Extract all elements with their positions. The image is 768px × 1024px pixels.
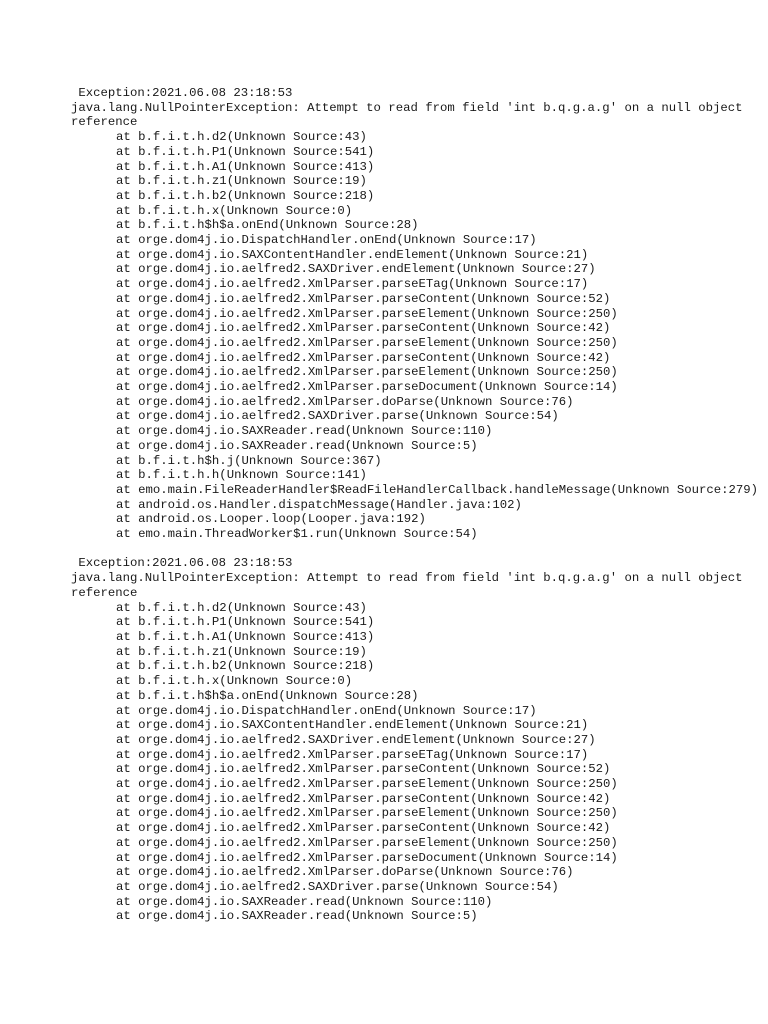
stack-frame: at orge.dom4j.io.DispatchHandler.onEnd(Unknown Source:17) [116,703,537,718]
stack-frame: at orge.dom4j.io.aelfred2.XmlParser.parseContent(Unknown Source:42) [116,321,611,336]
stack-frame: at android.os.Looper.loop(Looper.java:192) [116,512,426,527]
stack-frame: at orge.dom4j.io.SAXReader.read(Unknown Source:110) [116,424,493,439]
stack-frame: at orge.dom4j.io.aelfred2.SAXDriver.parse(Unknown Source:54) [116,879,559,894]
stack-frame: at orge.dom4j.io.aelfred2.XmlParser.parseETag(Unknown Source:17) [116,747,589,762]
stack-frame: at b.f.i.t.h.b2(Unknown Source:218) [116,659,375,674]
stack-frame: at orge.dom4j.io.aelfred2.XmlParser.doParse(Unknown Source:76) [116,394,574,409]
stack-frame: at orge.dom4j.io.aelfred2.XmlParser.parseDocument(Unknown Source:14) [116,380,618,395]
stack-frame: at orge.dom4j.io.aelfred2.XmlParser.parseDocument(Unknown Source:14) [116,850,618,865]
stack-frame: at b.f.i.t.h.x(Unknown Source:0) [116,203,353,218]
stack-frame: at orge.dom4j.io.aelfred2.XmlParser.parseContent(Unknown Source:42) [116,791,611,806]
stack-frame: at orge.dom4j.io.aelfred2.XmlParser.parseContent(Unknown Source:52) [116,762,611,777]
stack-frame: at orge.dom4j.io.aelfred2.XmlParser.parseElement(Unknown Source:250) [116,835,618,850]
stack-frame: at orge.dom4j.io.SAXReader.read(Unknown Source:5) [116,909,478,924]
stack-frame: at orge.dom4j.io.aelfred2.XmlParser.parseContent(Unknown Source:42) [116,350,611,365]
stack-frame: at b.f.i.t.h$h$a.onEnd(Unknown Source:28) [116,688,419,703]
stack-frame: at orge.dom4j.io.aelfred2.XmlParser.parseContent(Unknown Source:42) [116,821,611,836]
stack-frame: at orge.dom4j.io.aelfred2.XmlParser.parseElement(Unknown Source:250) [116,777,618,792]
stack-frame: at emo.main.FileReaderHandler$ReadFileHandlerCallback.handleMessage(Unknown Source:279) [116,482,759,497]
exception-timestamp: Exception:2021.06.08 23:18:53 [71,86,293,100]
stack-frame: at b.f.i.t.h.x(Unknown Source:0) [116,674,353,689]
stack-frame: at orge.dom4j.io.SAXContentHandler.endElement(Unknown Source:21) [116,718,589,733]
stack-frame: at emo.main.ThreadWorker$1.run(Unknown Source:54) [116,527,478,542]
stack-frame: at orge.dom4j.io.DispatchHandler.onEnd(Unknown Source:17) [116,233,537,248]
stack-frame: at b.f.i.t.h.A1(Unknown Source:413) [116,159,375,174]
stack-frame: at b.f.i.t.h.z1(Unknown Source:19) [116,644,367,659]
stack-frame: at b.f.i.t.h$h.j(Unknown Source:367) [116,453,382,468]
stack-frame: at b.f.i.t.h.d2(Unknown Source:43) [116,600,367,615]
stack-frame: at b.f.i.t.h.P1(Unknown Source:541) [116,615,375,630]
stack-frame: at orge.dom4j.io.SAXReader.read(Unknown Source:110) [116,894,493,909]
stack-frame: at orge.dom4j.io.aelfred2.XmlParser.parseElement(Unknown Source:250) [116,306,618,321]
stack-frame: at orge.dom4j.io.SAXContentHandler.endElement(Unknown Source:21) [116,247,589,262]
stack-frame: at orge.dom4j.io.aelfred2.SAXDriver.parse(Unknown Source:54) [116,409,559,424]
exception-message: java.lang.NullPointerException: Attempt to read from field 'int b.q.g.a.g' on a null object reference [71,100,750,130]
exception-block [71,556,761,924]
exception-message: java.lang.NullPointerException: Attempt to read from field 'int b.q.g.a.g' on a null object reference [71,571,750,600]
exception-log [71,86,761,939]
stack-frame: at b.f.i.t.h.P1(Unknown Source:541) [116,144,375,159]
stack-frame: at b.f.i.t.h.A1(Unknown Source:413) [116,630,375,644]
stack-frame: at orge.dom4j.io.aelfred2.SAXDriver.endElement(Unknown Source:27) [116,732,596,747]
stack-frame: at android.os.Handler.dispatchMessage(Handler.java:102) [116,497,522,512]
stack-frame: at b.f.i.t.h$h$a.onEnd(Unknown Source:28) [116,218,419,233]
stack-frame: at b.f.i.t.h.b2(Unknown Source:218) [116,188,375,203]
exception-timestamp: Exception:2021.06.08 23:18:53 [71,556,293,571]
stack-frame: at orge.dom4j.io.aelfred2.XmlParser.parseETag(Unknown Source:17) [116,277,589,292]
stack-frame: at orge.dom4j.io.aelfred2.XmlParser.parseContent(Unknown Source:52) [116,291,611,306]
stack-frame: at orge.dom4j.io.aelfred2.SAXDriver.endElement(Unknown Source:27) [116,262,596,277]
stack-frame: at b.f.i.t.h.z1(Unknown Source:19) [116,174,367,189]
stack-frame: at orge.dom4j.io.SAXReader.read(Unknown Source:5) [116,438,478,453]
exception-block [71,86,761,542]
stack-frame: at orge.dom4j.io.aelfred2.XmlParser.parseElement(Unknown Source:250) [116,335,618,350]
stack-frame: at orge.dom4j.io.aelfred2.XmlParser.parseElement(Unknown Source:250) [116,365,618,380]
stack-frame: at orge.dom4j.io.aelfred2.XmlParser.doParse(Unknown Source:76) [116,865,574,880]
stack-frame: at orge.dom4j.io.aelfred2.XmlParser.parseElement(Unknown Source:250) [116,806,618,821]
stack-frame: at b.f.i.t.h.h(Unknown Source:141) [116,468,367,483]
stack-frame: at b.f.i.t.h.d2(Unknown Source:43) [116,130,367,145]
